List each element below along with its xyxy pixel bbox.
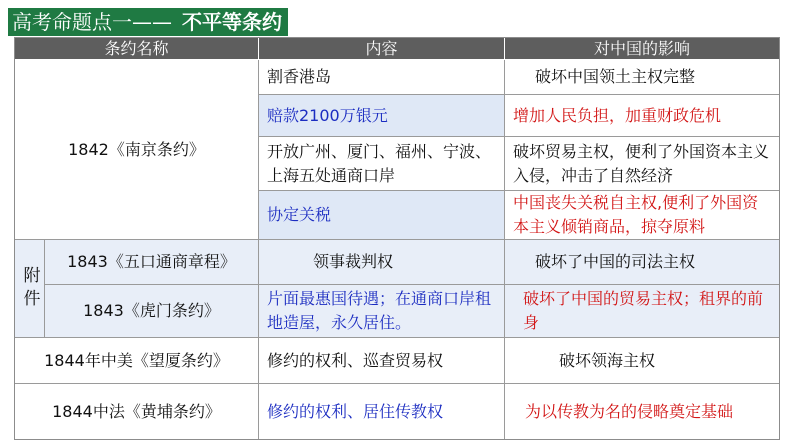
impact-cell: 破坏领海主权 [505, 338, 779, 384]
content-cell: 割香港岛 [259, 60, 505, 95]
treaty-table [14, 37, 780, 440]
treaty-name-wangxia: 1844年中美《望厦条约》 [15, 338, 259, 384]
appendix-label: 附件 [15, 240, 45, 338]
header-impact: 对中国的影响 [505, 38, 779, 60]
content-cell: 领事裁判权 [259, 240, 505, 285]
impact-cell: 破坏了中国的司法主权 [505, 240, 779, 285]
content-cell: 协定关税 [259, 191, 505, 240]
impact-cell: 中国丧失关税自主权,便利了外国资本主义倾销商品，掠夺原料 [505, 191, 779, 240]
content-cell: 修约的权利、巡查贸易权 [259, 338, 505, 384]
slide-title [8, 8, 288, 36]
header-content: 内容 [259, 38, 505, 60]
treaty-name-humen: 1843《虎门条约》 [45, 285, 259, 338]
impact-cell: 为以传教为名的侵略奠定基础 [525, 401, 734, 421]
title-prefix: 高考命题点一—— [8, 8, 176, 36]
impact-cell: 增加人民负担，加重财政危机 [505, 95, 779, 137]
treaty-name-huangpu: 1844中法《黄埔条约》 [15, 384, 259, 439]
content-cell: 赔款2100万银元 [259, 95, 505, 137]
header-treaty-name: 条约名称 [15, 38, 259, 60]
treaty-name-nanjing: 1842《南京条约》 [15, 60, 259, 240]
title-highlight: 不平等条约 [176, 8, 288, 36]
content-cell: 片面最惠国待遇；在通商口岸租地造屋，永久居住。 [259, 285, 505, 338]
treaty-name-wukou: 1843《五口通商章程》 [45, 240, 259, 285]
impact-cell: 破坏中国领土主权完整 [505, 60, 779, 95]
impact-cell: 破坏贸易主权，便利了外国资本主义入侵，冲击了自然经济 [505, 137, 779, 191]
content-cell: 修约的权利、居住传教权 [259, 384, 505, 439]
impact-cell: 破坏了中国的贸易主权；租界的前身 [505, 285, 779, 338]
content-cell: 开放广州、厦门、福州、宁波、上海五处通商口岸 [259, 137, 505, 191]
